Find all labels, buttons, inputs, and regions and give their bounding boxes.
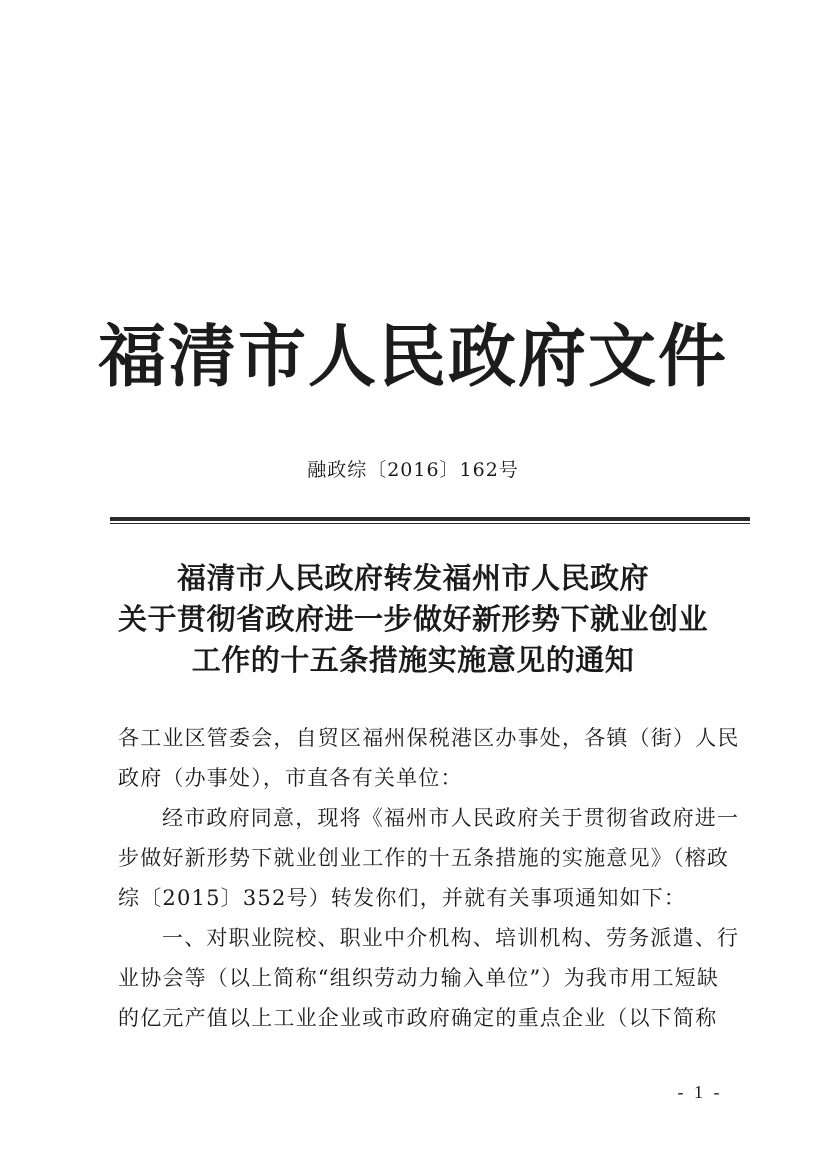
body-line: 的亿元产值以上工业企业或市政府确定的重点企业（以下简称 [118, 1006, 718, 1030]
body-line: 步做好新形势下就业创业工作的十五条措施的实施意见》（榕政 [118, 846, 730, 870]
title-line: 福清市人民政府转发福州市人民政府 [176, 561, 649, 595]
title-line: 关于贯彻省政府进一步做好新形势下就业创业 [117, 602, 708, 636]
red-header-rule [110, 517, 750, 521]
addressee-line: 政府（办事处），市直各有关单位： [118, 766, 463, 790]
body-text [118, 718, 744, 1038]
title-line: 工作的十五条措施实施意见的通知 [191, 643, 635, 677]
header-rule-thin [110, 523, 750, 524]
notice-title [0, 558, 826, 681]
body-line: 业协会等（以上简称“组织劳动力输入单位”）为我市用工短缺 [118, 966, 720, 990]
addressee-line: 各工业区管委会，自贸区福州保税港区办事处，各镇（街）人民 [118, 726, 740, 750]
masthead-title: 福清市人民政府文件 [97, 317, 728, 397]
body-line: 一、对职业院校、职业中介机构、培训机构、劳务派遣、行 [162, 926, 740, 950]
page-number: - 1 - [677, 1082, 723, 1102]
document-number: 融政综〔2016〕162号 [307, 459, 519, 481]
body-line: 经市政府同意，现将《福州市人民政府关于贯彻省政府进一 [162, 806, 740, 830]
body-line: 综〔2015〕352号）转发你们，并就有关事项通知如下： [118, 886, 687, 910]
